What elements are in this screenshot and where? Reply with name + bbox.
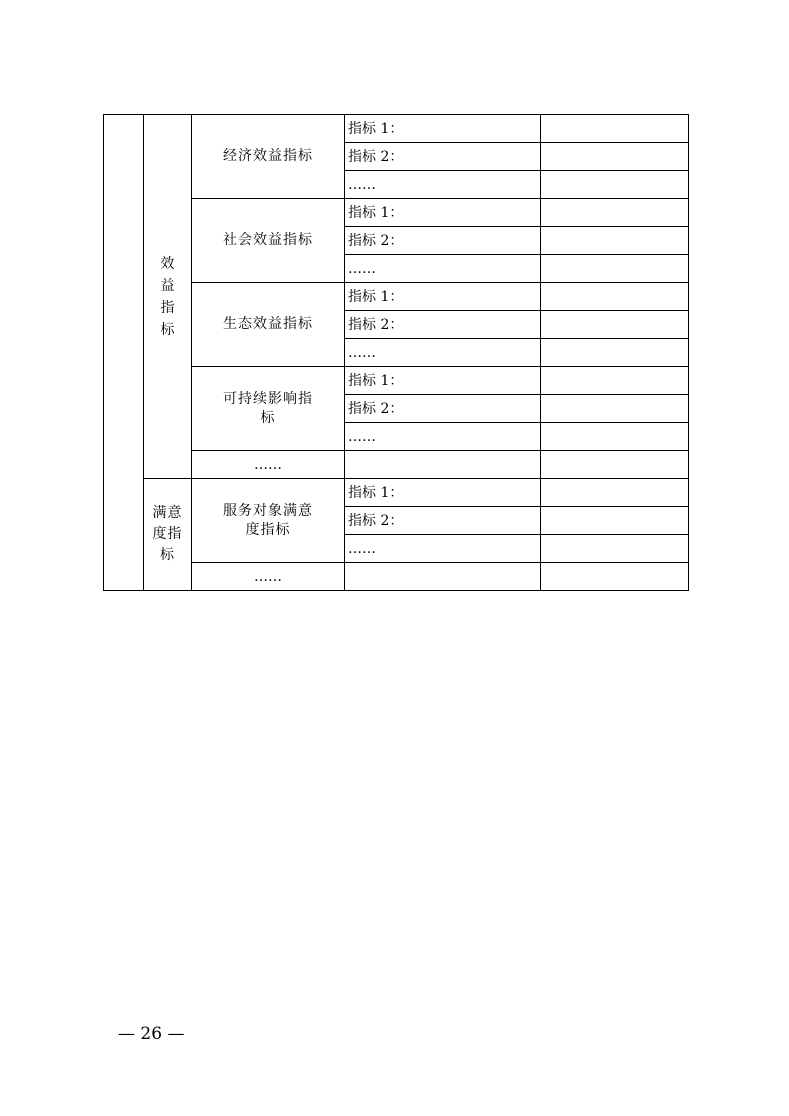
indicator-value-cell [541,115,689,143]
indicator-value-cell [541,451,689,479]
indicator-value-cell [541,395,689,423]
indicator-ellipsis-cell: …… [345,339,541,367]
category-service-satisfaction-label: 服务对象满意度指标 [223,502,313,538]
indicator-name-cell: 指标 1： [345,479,541,507]
category-sustainability-cell [192,367,345,451]
category-economic-cell [192,115,345,199]
page-number: — 26 — [118,1024,185,1044]
benefit-group-label: 效益指标 [160,255,175,338]
indicator-name-cell [345,563,541,591]
indicator-value-cell [541,311,689,339]
indicator-value-cell [541,535,689,563]
table-row [104,451,689,479]
indicator-value-cell [541,423,689,451]
indicator-ellipsis-cell: …… [345,535,541,563]
category-ecological-label: 生态效益指标 [223,316,313,332]
indicator-name-cell: 指标 1： [345,367,541,395]
table-row [104,199,689,227]
indicator-name-cell [345,451,541,479]
performance-indicator-table [103,114,689,591]
category-sustainability-label: 可持续影响指标 [223,390,313,426]
category-ellipsis-cell: …… [192,563,345,591]
indicator-value-cell [541,171,689,199]
indicator-ellipsis-cell: …… [345,423,541,451]
indicator-value-cell [541,227,689,255]
category-social-label: 社会效益指标 [223,232,313,248]
category-social-cell [192,199,345,283]
indicator-name-cell: 指标 2： [345,507,541,535]
indicator-value-cell [541,255,689,283]
table-row [104,115,689,143]
indicator-value-cell [541,507,689,535]
indicator-name-cell: 指标 2： [345,395,541,423]
indicator-name-cell: 指标 2： [345,227,541,255]
indicator-value-cell [541,199,689,227]
indicator-value-cell [541,339,689,367]
level1-indicator-cell [104,115,144,591]
indicator-name-cell: 指标 2： [345,143,541,171]
indicator-value-cell [541,479,689,507]
category-ellipsis-cell: …… [192,451,345,479]
indicator-value-cell [541,367,689,395]
indicator-value-cell [541,143,689,171]
benefit-group-cell [144,115,192,479]
indicator-name-cell: 指标 1： [345,115,541,143]
satisfaction-group-cell [144,479,192,591]
indicator-ellipsis-cell: …… [345,255,541,283]
indicator-name-cell: 指标 2： [345,311,541,339]
table-row [104,563,689,591]
indicator-name-cell: 指标 1： [345,199,541,227]
table-row [104,367,689,395]
table-row [104,479,689,507]
indicator-value-cell [541,563,689,591]
satisfaction-group-label: 满意度指标 [152,505,183,563]
table-row [104,283,689,311]
indicator-value-cell [541,283,689,311]
category-economic-label: 经济效益指标 [223,148,313,164]
indicator-ellipsis-cell: …… [345,171,541,199]
category-service-satisfaction-cell [192,479,345,563]
category-ecological-cell [192,283,345,367]
indicator-name-cell: 指标 1： [345,283,541,311]
